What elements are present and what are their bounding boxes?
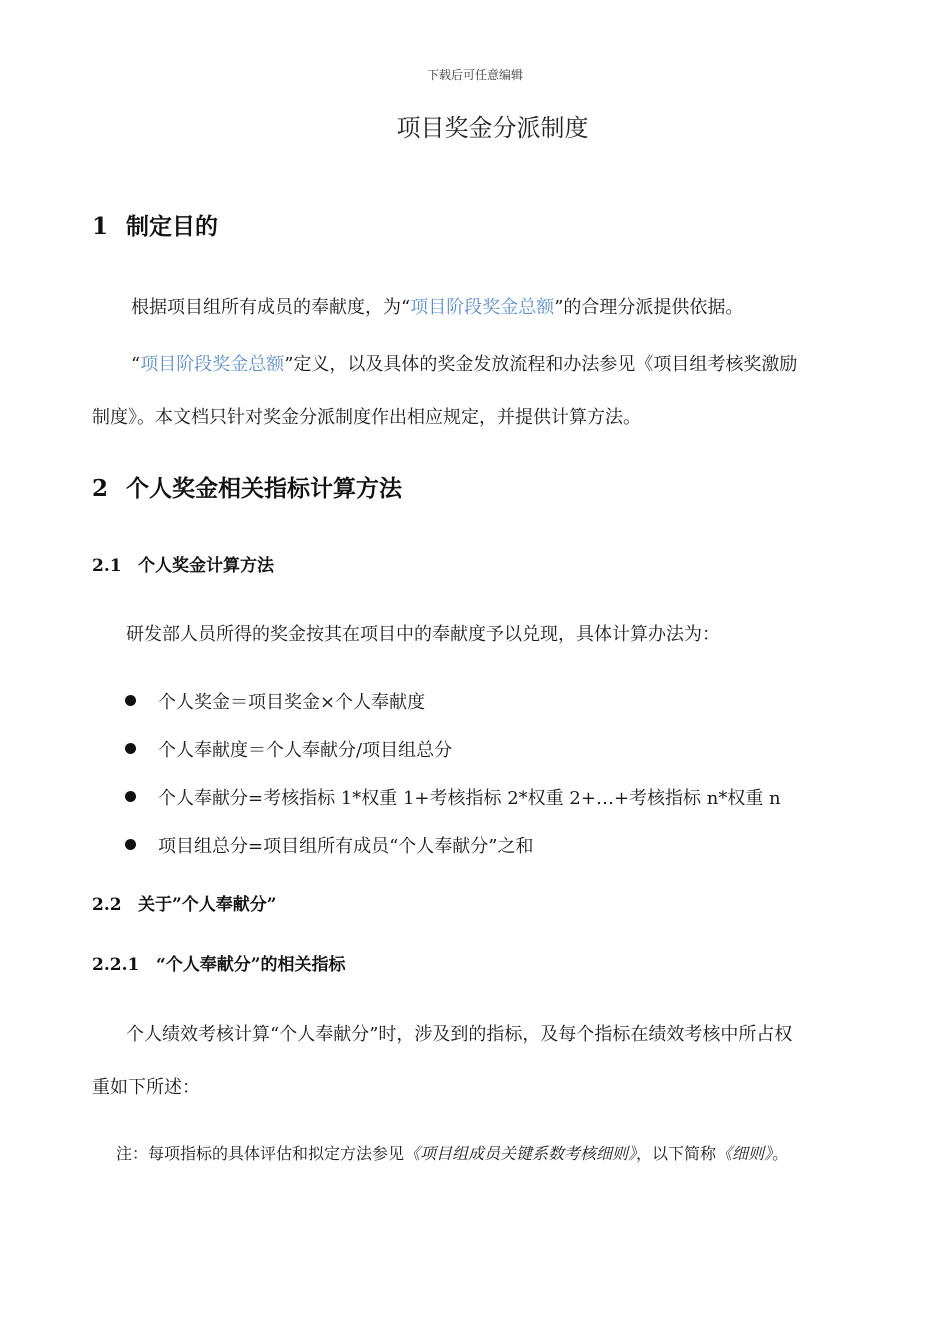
section-2-1-heading bbox=[92, 551, 274, 576]
text-run: 。 bbox=[772, 1144, 789, 1163]
list-item-text: 个人奉献分=考核指标 1*权重 1+考核指标 2*权重 2+…+考核指标 n*权重 n bbox=[158, 788, 781, 809]
section-title: 个人奖金计算方法 bbox=[138, 556, 274, 576]
paragraph-purpose bbox=[131, 293, 743, 319]
bonus-total-link[interactable]: 项目阶段奖金总额 bbox=[410, 297, 555, 318]
bullet-icon bbox=[125, 839, 136, 850]
text-run: 注：每项指标的具体评估和拟定方法参见 bbox=[116, 1144, 405, 1163]
section-number: 2.1 bbox=[92, 556, 122, 576]
list-item bbox=[125, 736, 452, 762]
section-1-heading bbox=[92, 208, 218, 241]
section-number: 2.2 bbox=[92, 895, 122, 915]
list-item bbox=[125, 688, 425, 714]
section-title: 个人奖金相关指标计算方法 bbox=[126, 475, 402, 502]
bullet-icon bbox=[125, 791, 136, 802]
document-reference: 《项目组成员关键系数考核细则》 bbox=[404, 1144, 637, 1163]
section-number: 2.2.1 bbox=[92, 955, 140, 975]
page-header: 下载后可任意编辑 bbox=[426, 68, 523, 82]
paragraph-definition-line2: 制度》。本文档只针对奖金分派制度作出相应规定，并提供计算方法。 bbox=[92, 407, 641, 428]
paragraph-indicators-line1: 个人绩效考核计算“个人奉献分”时，涉及到的指标，及每个指标在绩效考核中所占权 bbox=[126, 1024, 793, 1045]
text-run: ”定义，以及具体的奖金发放流程和办法参见《项目组考核奖激励 bbox=[284, 354, 798, 375]
list-item-text: 项目组总分=项目组所有成员“个人奉献分”之和 bbox=[158, 836, 534, 857]
text-run: 根据项目组所有成员的奉献度，为“ bbox=[131, 297, 411, 318]
bullet-icon bbox=[125, 743, 136, 754]
paragraph-calculation-intro: 研发部人员所得的奖金按其在项目中的奉献度予以兑现，具体计算办法为： bbox=[126, 624, 720, 645]
text-run: ，以下简称 bbox=[636, 1144, 717, 1163]
document-reference: 《细则》 bbox=[716, 1144, 773, 1163]
paragraph-indicators-line2: 重如下所述： bbox=[92, 1077, 200, 1098]
text-run: “ bbox=[131, 354, 141, 375]
section-title: 关于”个人奉献分” bbox=[138, 895, 277, 915]
text-run: ”的合理分派提供依据。 bbox=[554, 297, 744, 318]
section-title: “个人奉献分”的相关指标 bbox=[156, 955, 346, 975]
section-number: 2 bbox=[92, 475, 109, 502]
section-number: 1 bbox=[92, 213, 109, 240]
section-2-heading bbox=[92, 470, 402, 503]
section-2-2-heading bbox=[92, 890, 277, 915]
footnote bbox=[116, 1141, 788, 1164]
document-title: 项目奖金分派制度 bbox=[396, 114, 589, 142]
section-title: 制定目的 bbox=[126, 213, 218, 240]
list-item bbox=[125, 784, 781, 810]
bonus-total-link[interactable]: 项目阶段奖金总额 bbox=[140, 354, 285, 375]
bullet-icon bbox=[125, 695, 136, 706]
list-item bbox=[125, 832, 533, 858]
list-item-text: 个人奉献度＝个人奉献分/项目组总分 bbox=[158, 740, 453, 761]
paragraph-definition-line1 bbox=[131, 350, 797, 376]
section-2-2-1-heading bbox=[92, 950, 346, 975]
list-item-text: 个人奖金＝项目奖金×个人奉献度 bbox=[158, 692, 426, 713]
